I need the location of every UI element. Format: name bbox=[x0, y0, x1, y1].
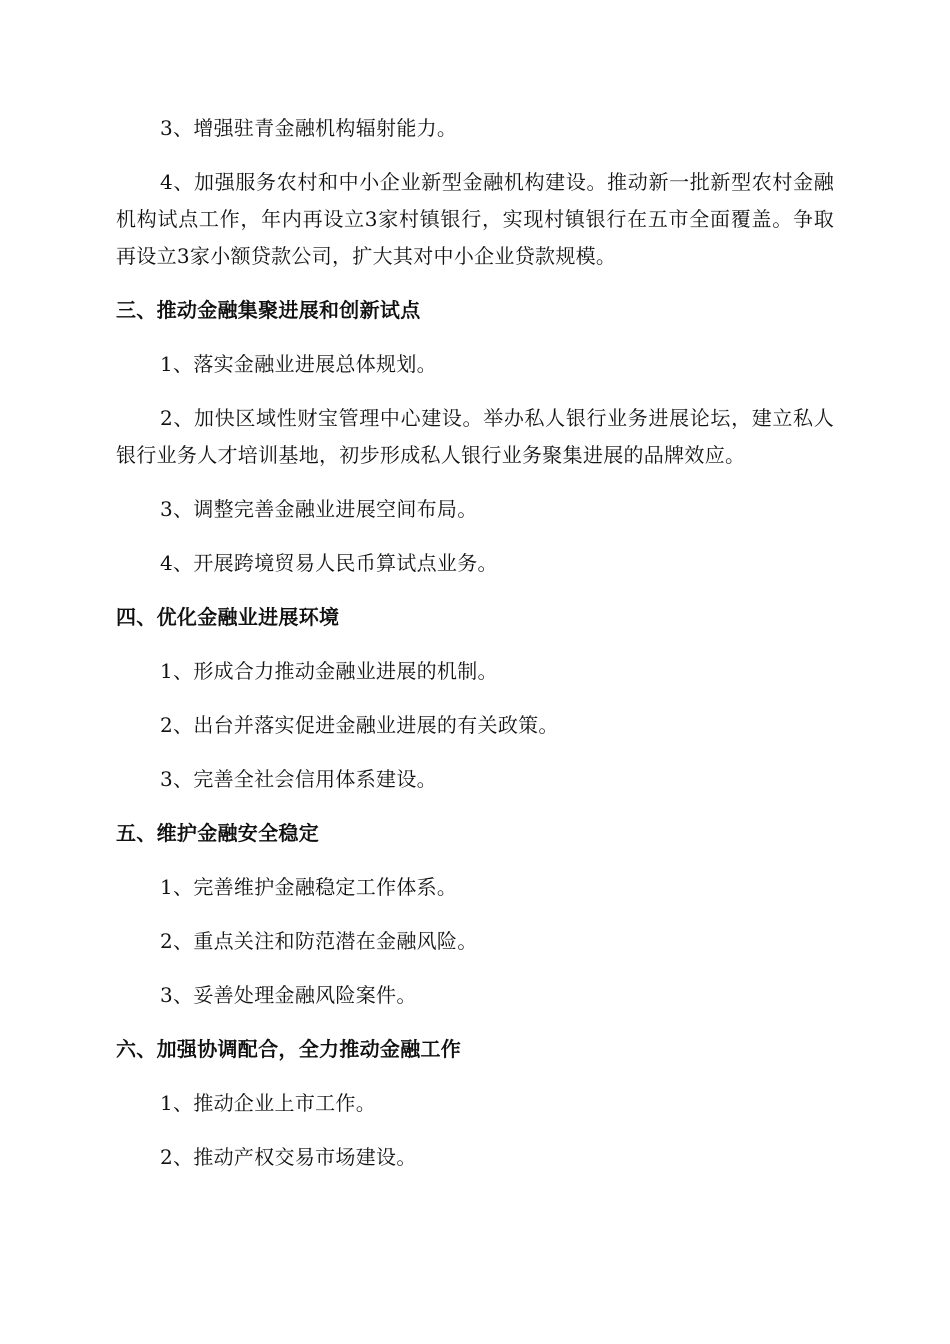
paragraph-2-policies: 2、出台并落实促进金融业进展的有关政策。 bbox=[160, 713, 559, 737]
section-heading-3: 三、推动金融集聚进展和创新试点 bbox=[116, 298, 421, 322]
paragraph-3-layout: 3、调整完善金融业进展空间布局。 bbox=[160, 497, 478, 521]
paragraph-1-listing: 1、推动企业上市工作。 bbox=[160, 1091, 377, 1115]
paragraph-4-new-institutions: 4、加强服务农村和中小企业新型金融机构建设。推动新一批新型农村金融机构试点工作，年内再设立3家村镇银行，实现村镇银行在五市全面覆盖。争取再设立3家小额贷款公司，扩大其对中小企业贷款规模。 bbox=[116, 170, 834, 268]
document-body bbox=[116, 110, 834, 1193]
section-heading-5: 五、维护金融安全稳定 bbox=[116, 821, 319, 845]
paragraph-3-risk-cases: 3、妥善处理金融风险案件。 bbox=[160, 983, 417, 1007]
paragraph-2-risk-prevention: 2、重点关注和防范潜在金融风险。 bbox=[160, 929, 478, 953]
paragraph-3-credit: 3、完善全社会信用体系建设。 bbox=[160, 767, 437, 791]
paragraph-3-radiation: 3、增强驻青金融机构辐射能力。 bbox=[160, 116, 458, 140]
paragraph-2-wealth-center: 2、加快区域性财宝管理中心建设。举办私人银行业务进展论坛，建立私人银行业务人才培训基地，初步形成私人银行业务聚集进展的品牌效应。 bbox=[116, 406, 834, 467]
paragraph-1-stability-system: 1、完善维护金融稳定工作体系。 bbox=[160, 875, 458, 899]
section-heading-4: 四、优化金融业进展环境 bbox=[116, 605, 340, 629]
paragraph-1-plan: 1、落实金融业进展总体规划。 bbox=[160, 352, 437, 376]
paragraph-1-mechanism: 1、形成合力推动金融业进展的机制。 bbox=[160, 659, 498, 683]
paragraph-2-property-market: 2、推动产权交易市场建设。 bbox=[160, 1145, 417, 1169]
paragraph-4-rmb-trade: 4、开展跨境贸易人民币算试点业务。 bbox=[160, 551, 498, 575]
section-heading-6: 六、加强协调配合，全力推动金融工作 bbox=[116, 1037, 462, 1061]
